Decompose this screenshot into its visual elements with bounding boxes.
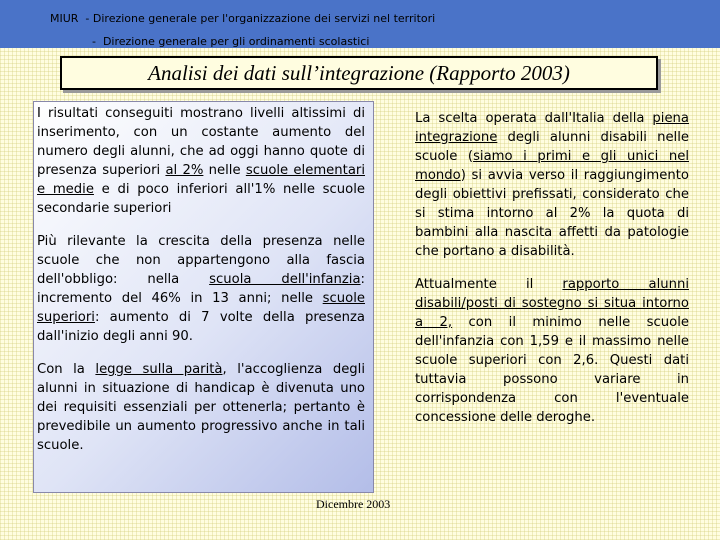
right-text-panel — [411, 107, 693, 481]
right-paragraph-1 — [415, 109, 689, 261]
left-text-panel — [33, 101, 374, 493]
text-run: Più rilevante la crescita della presenza nelle scuole che non appartengono alla fascia dell'obbligo: nella — [37, 234, 365, 287]
text-run-underlined: rapporto alunni disabili/posti di sostegno si situa intorno a 2, — [415, 277, 689, 330]
text-run: I risultati conseguiti mostrano livelli altissimi di inserimento, con un costante aumento del numero degli alunni, che ad oggi hanno quote di presenza superiori — [37, 106, 365, 178]
text-run-underlined: scuole elementari e medie — [37, 163, 365, 197]
text-run: nelle — [203, 163, 246, 178]
header-line-1: MIUR - Direzione generale per l'organizzazione dei servizi nel territori — [50, 12, 436, 25]
text-run: , l'accoglienza degli alunni in situazione di handicap è divenuta uno dei requisiti essenziali per ottenerla; pertanto è prevedibile un aumento progressivo anche in tali scuole. — [37, 362, 366, 453]
left-paragraph-1 — [37, 104, 365, 218]
text-run: Con la — [37, 362, 96, 377]
right-paragraph-2 — [415, 275, 689, 427]
text-run-underlined: al 2% — [165, 163, 204, 178]
text-run: degli alunni disabili nelle scuole ( — [415, 130, 689, 164]
text-run: e di poco inferiori all'1% nelle scuole secondarie superiori — [37, 182, 365, 216]
left-paragraph-2 — [37, 232, 365, 346]
header-bar — [0, 0, 720, 48]
text-run-underlined: piena integrazione — [415, 111, 689, 145]
text-run-underlined: siamo i primi e gli unici nel mondo — [415, 149, 689, 183]
text-run-underlined: scuole superiori — [37, 291, 365, 325]
text-run: : aumento di 7 volte della presenza dall'inizio degli anni 90. — [37, 310, 365, 344]
text-run: con il minimo nelle scuole dell'infanzia con 1,59 e il massimo nelle scuole superiori con 2,6. Questi dati tuttavia possono variare in corrispondenza con l'eventuale concessione delle deroghe. — [415, 315, 689, 425]
text-run: La scelta operata dall'Italia della — [415, 111, 653, 126]
text-run: ) si avvia verso il raggiungimento degli obiettivi prefissati, considerato che si stima intorno al 2% la quota di bambini alla nascita affetti da patologie che portano a disabilità. — [415, 168, 689, 259]
left-paragraph-3 — [37, 360, 365, 455]
header-line-2: - Direzione generale per gli ordinamenti scolastici — [92, 35, 370, 48]
text-run: Attualmente il — [415, 277, 563, 292]
text-run: : incremento del 46% in 13 anni; nelle — [37, 272, 365, 306]
footer-date: Dicembre 2003 — [316, 497, 391, 511]
slide-title: Analisi dei dati sull’integrazione (Rapporto 2003) — [60, 56, 658, 90]
text-run-underlined: legge sulla parità — [95, 362, 223, 377]
text-run-underlined: scuola dell'infanzia — [209, 272, 361, 287]
